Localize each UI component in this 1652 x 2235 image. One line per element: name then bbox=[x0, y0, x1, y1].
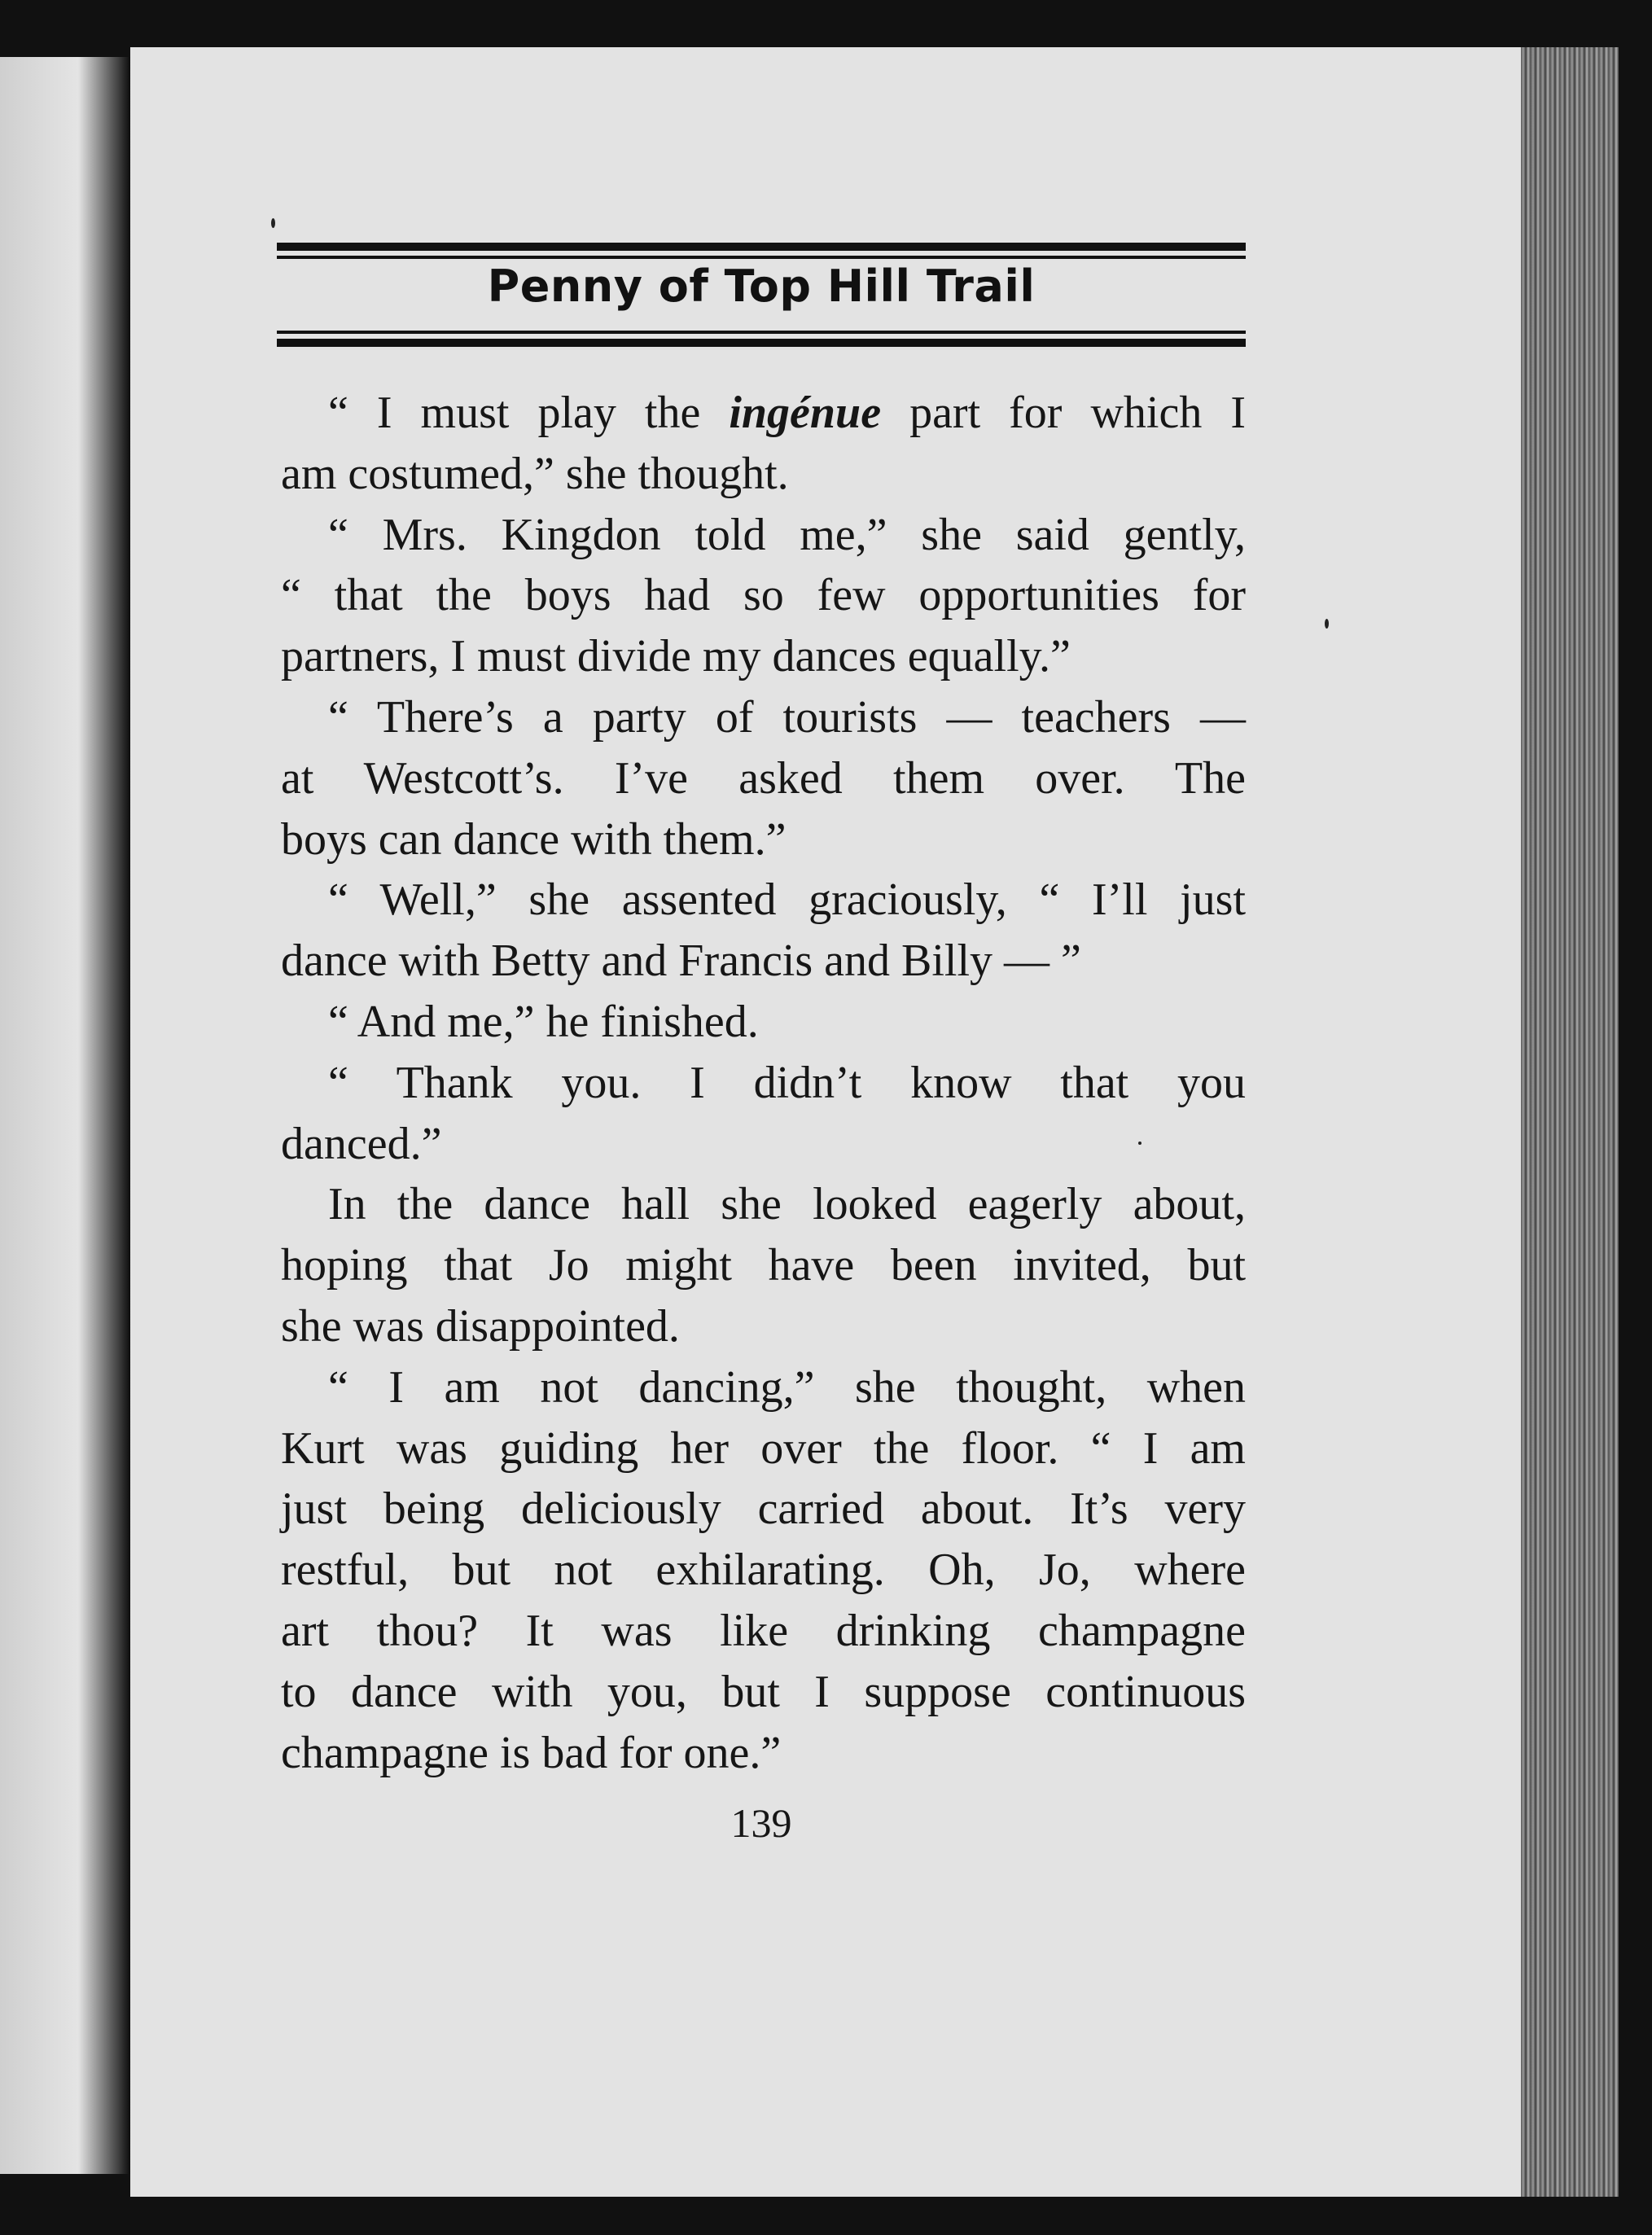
text-run: dance with Betty and Francis and Billy — ” bbox=[281, 936, 1081, 987]
text-line bbox=[281, 1662, 1246, 1723]
text-run: am costumed,” she thought. bbox=[281, 448, 789, 499]
text-run: “ Well,” she assented graciously, “ I’ll just bbox=[328, 874, 1246, 926]
text-line bbox=[281, 931, 1246, 992]
header-rule-top-thin bbox=[277, 256, 1246, 259]
page-stack-edge bbox=[1521, 47, 1619, 2197]
text-line bbox=[281, 1296, 1246, 1357]
text-line bbox=[281, 870, 1246, 931]
running-head: Penny of Top Hill Trail bbox=[487, 261, 1036, 312]
text-line bbox=[281, 1418, 1246, 1479]
text-line bbox=[281, 565, 1246, 626]
text-run: danced.” bbox=[281, 1118, 442, 1169]
header-rule-bottom-thin bbox=[277, 331, 1246, 334]
text-run: In the dance hall she looked eagerly about, bbox=[328, 1179, 1246, 1230]
text-run: restful, but not exhilarating. Oh, Jo, where bbox=[281, 1545, 1246, 1596]
text-run: “ Thank you. I didn’t know that you bbox=[328, 1057, 1246, 1108]
text-line bbox=[281, 505, 1246, 566]
text-run: “ that the boys had so few opportunities for bbox=[281, 570, 1246, 621]
text-line bbox=[281, 1479, 1246, 1540]
text-line bbox=[281, 1114, 1246, 1175]
text-run: “ Mrs. Kingdon told me,” she said gently, bbox=[328, 509, 1246, 560]
text-line bbox=[281, 1053, 1246, 1114]
text-run: “ I am not dancing,” she thought, when bbox=[328, 1361, 1246, 1413]
header-rule-bottom-thick bbox=[277, 339, 1246, 347]
text-run: hoping that Jo might have been invited, but bbox=[281, 1240, 1246, 1291]
text-line bbox=[281, 748, 1246, 809]
text-line bbox=[281, 809, 1246, 870]
text-line bbox=[281, 383, 1246, 444]
text-line bbox=[281, 1540, 1246, 1601]
text-line bbox=[281, 1601, 1246, 1662]
header-rule-top-thick bbox=[277, 243, 1246, 251]
text-run: “ And me,” he finished. bbox=[328, 996, 759, 1047]
text-run: art thou? It was like drinking champagne bbox=[281, 1605, 1246, 1656]
print-speck bbox=[1325, 619, 1329, 629]
text-run: to dance with you, but I suppose continuous bbox=[281, 1666, 1246, 1717]
text-line bbox=[281, 1174, 1246, 1235]
text-line bbox=[281, 1357, 1246, 1418]
text-line bbox=[281, 687, 1246, 748]
text-run: “ There’s a party of tourists — teachers — bbox=[328, 691, 1246, 743]
italic-word: ingénue bbox=[729, 388, 882, 438]
text-line bbox=[281, 444, 1246, 505]
body-text bbox=[281, 383, 1246, 1783]
text-run: she was disappointed. bbox=[281, 1300, 680, 1352]
text-line bbox=[281, 1723, 1246, 1784]
text-line bbox=[281, 626, 1246, 687]
facing-page-edge bbox=[0, 57, 130, 2174]
text-run: “ I must play the bbox=[328, 388, 730, 438]
text-line bbox=[281, 992, 1246, 1053]
print-speck bbox=[1138, 1142, 1142, 1145]
text-run: just being deliciously carried about. It’s very bbox=[281, 1483, 1246, 1535]
text-run: Kurt was guiding her over the floor. “ I am bbox=[281, 1422, 1246, 1474]
text-run: part for which I bbox=[881, 388, 1246, 438]
text-run: partners, I must divide my dances equally.” bbox=[281, 631, 1071, 682]
text-line bbox=[281, 1235, 1246, 1296]
text-run: champagne is bad for one.” bbox=[281, 1727, 782, 1778]
page-number: 139 bbox=[730, 1800, 792, 1846]
text-run: at Westcott’s. I’ve asked them over. The bbox=[281, 752, 1246, 804]
print-speck bbox=[271, 218, 275, 228]
text-run: boys can dance with them.” bbox=[281, 813, 787, 865]
